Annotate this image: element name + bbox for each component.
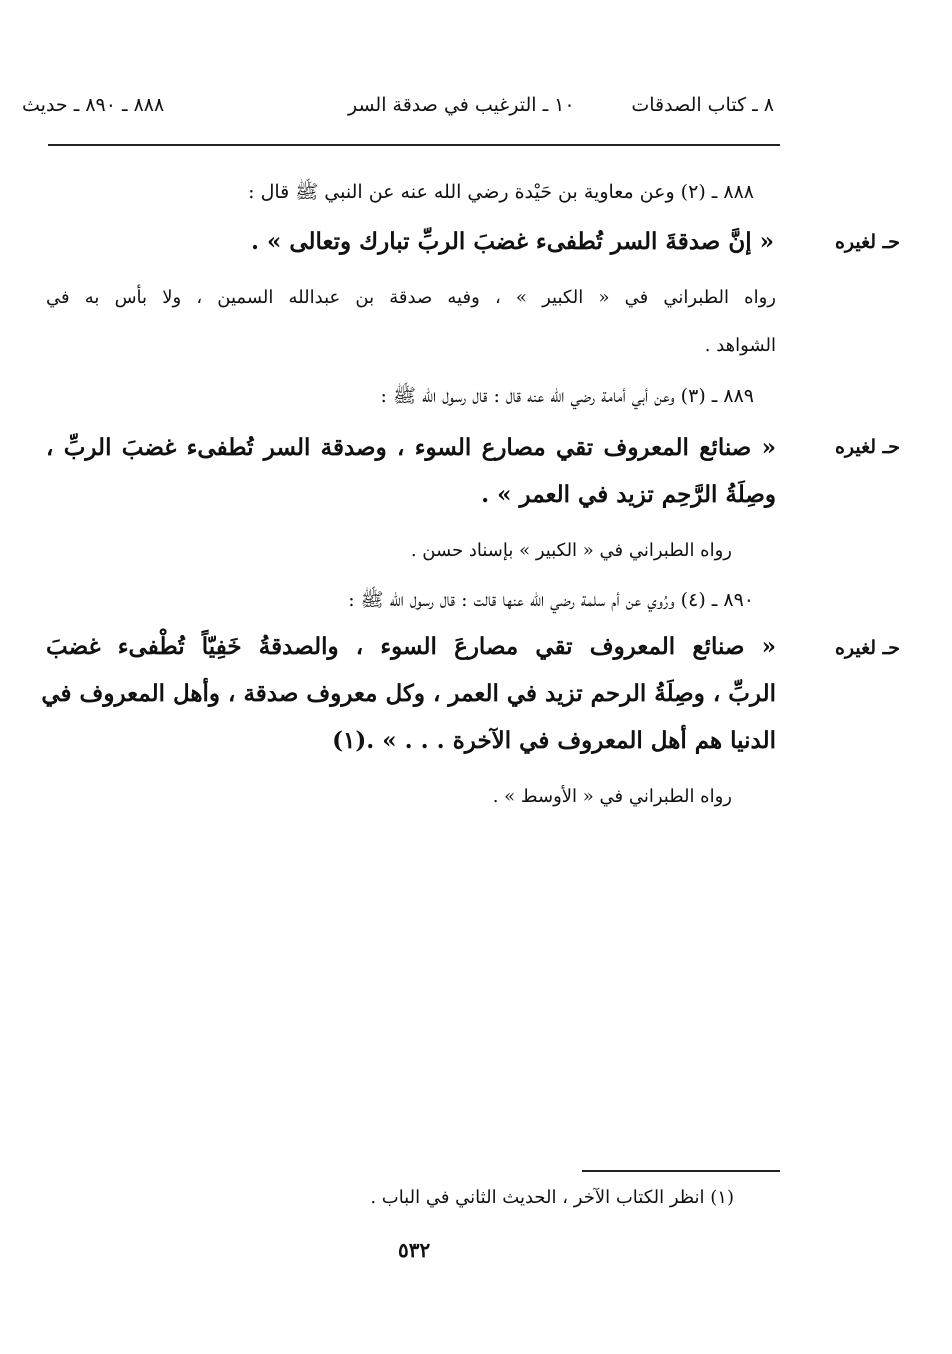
footnote-rule xyxy=(582,1170,780,1172)
page-number: ٥٣٢ xyxy=(398,1238,431,1262)
hadith-889-source: رواه الطبراني في « الكبير » بإسناد حسن . xyxy=(410,540,732,561)
hadith-890-grade: حـ لغيره xyxy=(834,637,900,659)
footnote: (١) انظر الكتاب الآخر ، الحديث الثاني في الباب . xyxy=(370,1187,734,1208)
header-hadith-range: ٨٨٨ ـ ٨٩٠ ـ حديث xyxy=(22,94,165,116)
hadith-888-source-line-2: الشواهد . xyxy=(704,335,776,356)
hadith-889-text-line-1: « صنائع المعروف تقي مصارع السوء ، وصدقة السر تُطفىء غضبَ الربِّ ، xyxy=(46,434,776,461)
hadith-890-text-line-3: الدنيا هم أهل المعروف في الآخرة . . . » .(١) xyxy=(332,727,776,754)
hadith-888-grade: حـ لغيره xyxy=(834,231,900,253)
hadith-889-text-line-2: وصِلَةُ الرَّحِم تزيد في العمر » . xyxy=(481,481,776,508)
hadith-890-text-line-2: الربِّ ، وصِلَةُ الرحم تزيد في العمر ، وكل معروف صدقة ، وأهل المعروف في xyxy=(41,680,776,707)
hadith-890-source: رواه الطبراني في « الأوسط » . xyxy=(492,786,732,807)
hadith-888-intro: ٨٨٨ ـ (٢) وعن معاوية بن حَيْدة رضي الله عنه عن النبي ﷺ قال : xyxy=(248,181,754,203)
hadith-888-text: « إنَّ صدقةَ السر تُطفىء غضبَ الربِّ تبارك وتعالى » . xyxy=(250,228,774,255)
header-section: ١٠ ـ الترغيب في صدقة السر xyxy=(348,94,575,116)
header-chapter: ٨ ـ كتاب الصدقات xyxy=(631,94,774,116)
hadith-890-text-line-1: « صنائع المعروف تقي مصارعَ السوء ، والصدقةُ خَفِيّاً تُطْفىء غضبَ xyxy=(46,633,776,660)
header-rule xyxy=(48,144,780,146)
hadith-890-intro: ٨٩٠ ـ (٤) ورُوي عن أم سلمة رضي الله عنها قالت : قال رسول الله ﷺ : xyxy=(348,589,754,611)
hadith-889-grade: حـ لغيره xyxy=(834,436,900,458)
hadith-888-source-line-1: رواه الطبراني في « الكبير » ، وفيه صدقة بن عبدالله السمين ، ولا بأس به في xyxy=(46,287,776,308)
hadith-889-intro: ٨٨٩ ـ (٣) وعن أبي أمامة رضي الله عنه قال : قال رسول الله ﷺ : xyxy=(380,385,754,407)
